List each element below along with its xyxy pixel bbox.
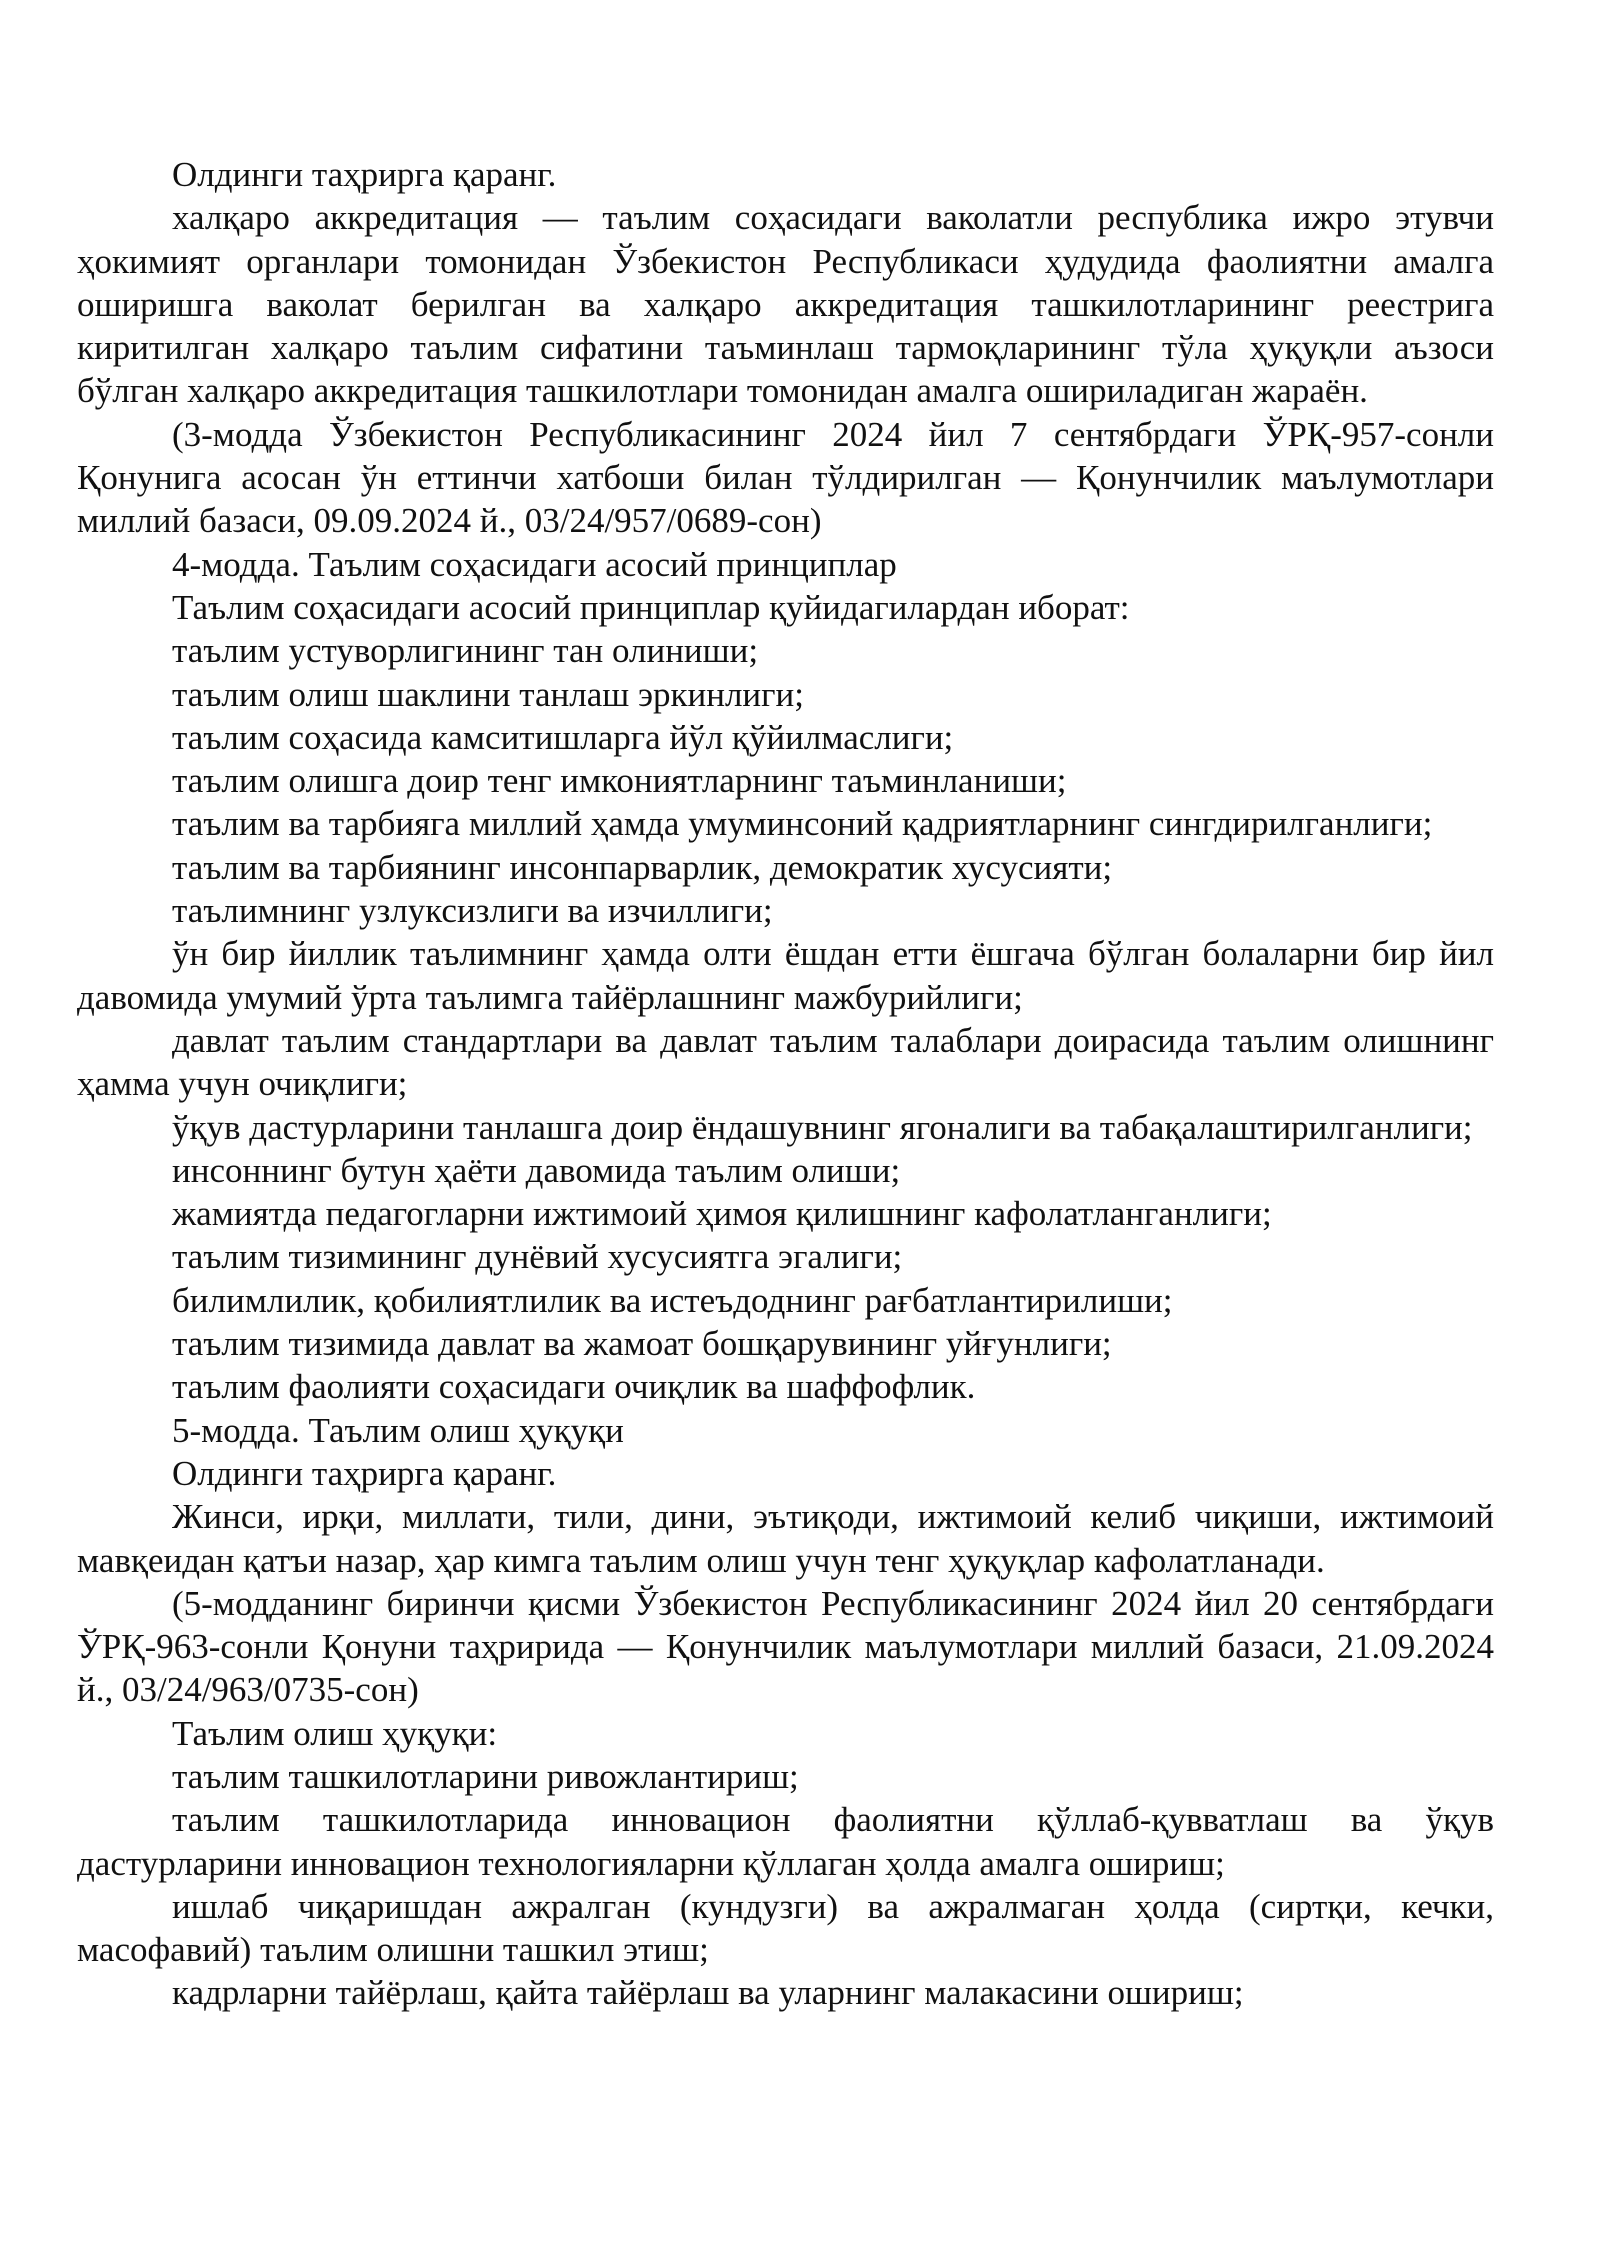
document-body: [77, 153, 1494, 2015]
principle-item: ўқув дастурларини танлашга доир ёндашувнинг ягоналиги ва табақалаштирилганлиги;: [172, 1107, 1473, 1147]
principle-item: таълимнинг узлуксизлиги ва изчиллиги;: [172, 891, 773, 931]
equal-rights-paragraph: Жинси, ирқи, миллати, тили, дини, эътиқоди, ижтимоий келиб чиқиши, ижтимоий мавқеидан қатъи назар, ҳар кимга таълим олиш учун тенг ҳуқуқлар кафолатланади.: [77, 1497, 1494, 1580]
amendment-note: (3-модда Ўзбекистон Республикасининг 2024 йил 7 сентябрдаги ЎРҚ-957-сонли Қонунига асосан ўн еттинчи хатбоши билан тўлдирилган — Қонунчилик маълумотлари миллий базаси, 09.09.2024 й., 03/24/957/0689-сон): [77, 414, 1494, 541]
right-to-education-intro: Таълим олиш ҳуқуқи:: [172, 1713, 498, 1753]
right-item: ишлаб чиқаришдан ажралган (кундузги) ва ажралмаган ҳолда (сиртқи, кечки, масофавий) таълим олишни ташкил этиш;: [77, 1886, 1494, 1970]
principle-item: таълим олишга доир тенг имкониятларнинг таъминланиши;: [172, 761, 1067, 801]
principle-item: ўн бир йиллик таълимнинг ҳамда олти ёшдан етти ёшгача бўлган болаларни бир йил давомида умумий ўрта таълимга тайёрлашнинг мажбурийлиги;: [77, 934, 1494, 1017]
article-4-heading: 4-модда. Таълим соҳасидаги асосий принциплар: [172, 544, 897, 584]
definition-paragraph: халқаро аккредитация — таълим соҳасидаги ваколатли республика ижро этувчи ҳокимият органлари томонидан Ўзбекистон Республикаси ҳудудида фаолиятни амалга оширишга ваколат берилган ва халқаро аккредитация ташкилотларининг реестрига киритилган халқаро таълим сифатини таъминлаш тармоқларининг тўла ҳуқуқли аъзоси бўлган халқаро аккредитация ташкилотлари томонидан амалга ошириладиган жараён.: [77, 198, 1494, 411]
right-item: кадрларни тайёрлаш, қайта тайёрлаш ва уларнинг малакасини ошириш;: [172, 1973, 1244, 2013]
principles-intro: Таълим соҳасидаги асосий принциплар қуйидагилардан иборат:: [172, 587, 1130, 627]
principle-item: таълим соҳасида камситишларга йўл қўйилмаслиги;: [172, 717, 954, 757]
principle-item: билимлилик, қобилиятлилик ва истеъдоднинг рағбатлантирилиши;: [172, 1280, 1173, 1320]
principle-item: таълим ва тарбияга миллий ҳамда умуминсоний қадриятларнинг сингдирилганлиги;: [172, 804, 1433, 844]
principle-item: давлат таълим стандартлари ва давлат таълим талаблари доирасида таълим олишнинг ҳамма учун очиқлиги;: [77, 1020, 1494, 1104]
principle-item: инсоннинг бутун ҳаёти давомида таълим олиши;: [172, 1150, 901, 1190]
article-5-heading: 5-модда. Таълим олиш ҳуқуқи: [172, 1410, 624, 1450]
principle-item: таълим фаолияти соҳасидаги очиқлик ва шаффофлик.: [172, 1367, 976, 1407]
principle-item: таълим олиш шаклини танлаш эркинлиги;: [172, 674, 804, 714]
principle-item: таълим тизимининг дунёвий хусусиятга эгалиги;: [172, 1237, 903, 1277]
principle-item: таълим устуворлигининг тан олиниши;: [172, 631, 759, 671]
amendment-note: (5-модданинг биринчи қисми Ўзбекистон Республикасининг 2024 йил 20 сентябрдаги ЎРҚ-963-сонли Қонуни таҳририда — Қонунчилик маълумотлари миллий базаси, 21.09.2024 й., 03/24/963/0735-сон): [77, 1583, 1494, 1710]
principle-item: таълим ва тарбиянинг инсонпарварлик, демократик хусусияти;: [172, 847, 1113, 887]
principle-item: таълим тизимида давлат ва жамоат бошқарувининг уйғунлиги;: [172, 1324, 1112, 1364]
principle-item: жамиятда педагогларни ижтимоий ҳимоя қилишнинг кафолатланганлиги;: [172, 1194, 1272, 1234]
right-item: таълим ташкилотларини ривожлантириш;: [172, 1756, 799, 1796]
editorial-note-link[interactable]: Олдинги таҳрирга қаранг.: [172, 1453, 557, 1493]
right-item: таълим ташкилотларида инновацион фаолиятни қўллаб-қувватлаш ва ўқув дастурларини инновацион технологияларни қўллаган ҳолда амалга ошириш;: [77, 1800, 1494, 1883]
editorial-note-link[interactable]: Олдинги таҳрирга қаранг.: [172, 155, 557, 194]
